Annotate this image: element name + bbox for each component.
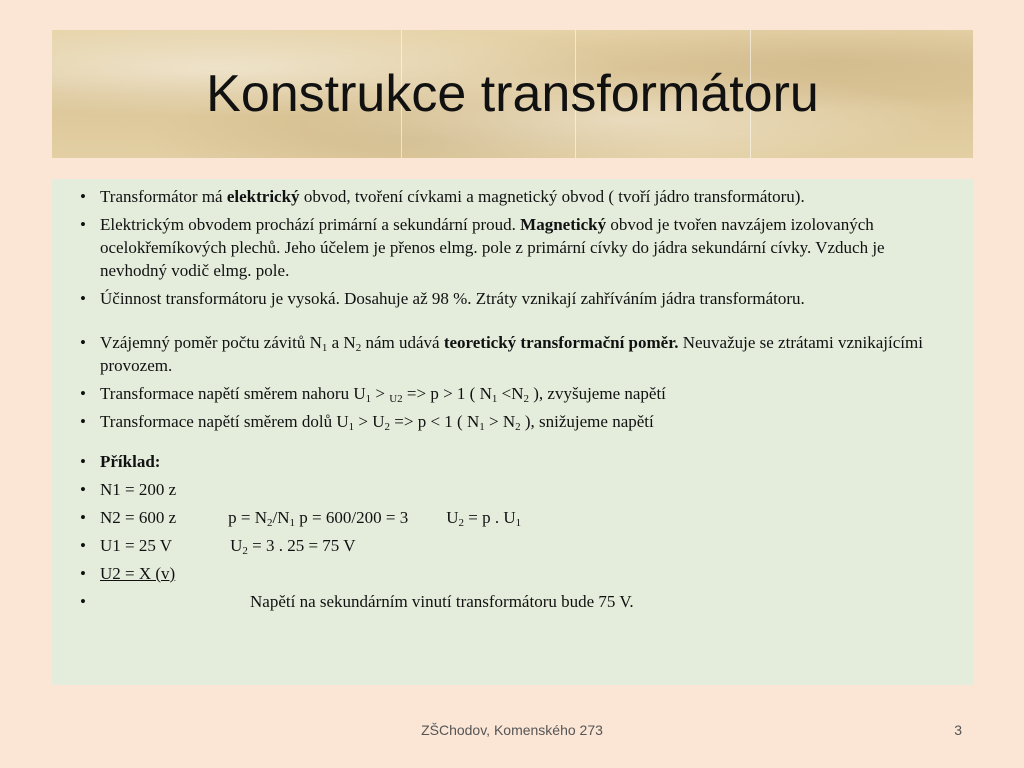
bullet-n1: • N1 = 200 z: [80, 478, 953, 501]
bullet-electric-circuit: • Transformátor má elektrický obvod, tvoření cívkami a magnetický obvod ( tvoří jádro transformátoru).: [80, 185, 953, 208]
content-box: [52, 179, 973, 685]
bullet-transformation-ratio: • Vzájemný poměr počtu závitů $N_1$ a $N_2$ nám udává teoretický transformační poměr. Neuvažuje se ztrátami vznikajícími provozem.: [80, 331, 953, 377]
bullet-step-up: • Transformace napětí směrem nahoru $U_1 > _{U2} => p > 1$ ( $N_1 <N_2$ ), zvyšujeme napětí: [80, 382, 953, 405]
bullet-u2-unknown: • U2 = X (v): [80, 562, 953, 585]
bullet-magnetic-circuit: • Elektrickým obvodem prochází primární a sekundární proud. Magnetický obvod je tvořen navzájem izolovaných ocelokřemíkových plechů. Jeho účelem je přenos elmg. pole z primární cívky do jádra sekundární cívky. Vzduch je nevhodný vodič elmg. pole.: [80, 213, 953, 282]
slide-title: Konstrukce transformátoru: [206, 65, 819, 123]
bullet-result: • Napětí na sekundárním vinutí transformátoru bude 75 V.: [80, 590, 953, 613]
bullet-list: [80, 185, 953, 613]
footer-text: ZŠChodov, Komenského 273: [421, 722, 603, 738]
bullet-efficiency: • Účinnost transformátoru je vysoká. Dosahuje až 98 %. Ztráty vznikají zahříváním jádra transformátoru.: [80, 287, 953, 310]
title-band: [52, 30, 973, 158]
bullet-step-down: • Transformace napětí směrem dolů $U_1 > U_2 => p < 1$ ( $N_1 > N_2$ ), snižujeme napětí: [80, 410, 953, 433]
bullet-n2-ratio: • N2 = 600 z $p = N_2/N_1$ p = 600/200 = 3 $U_2 = p$ . $U_1$: [80, 506, 953, 529]
bullet-example-heading: • Příklad:: [80, 450, 953, 473]
bullet-u1: • U1 = 25 V $U_2 = 3$ . 25 = 75 V: [80, 534, 953, 557]
page-number: 3: [954, 722, 962, 738]
